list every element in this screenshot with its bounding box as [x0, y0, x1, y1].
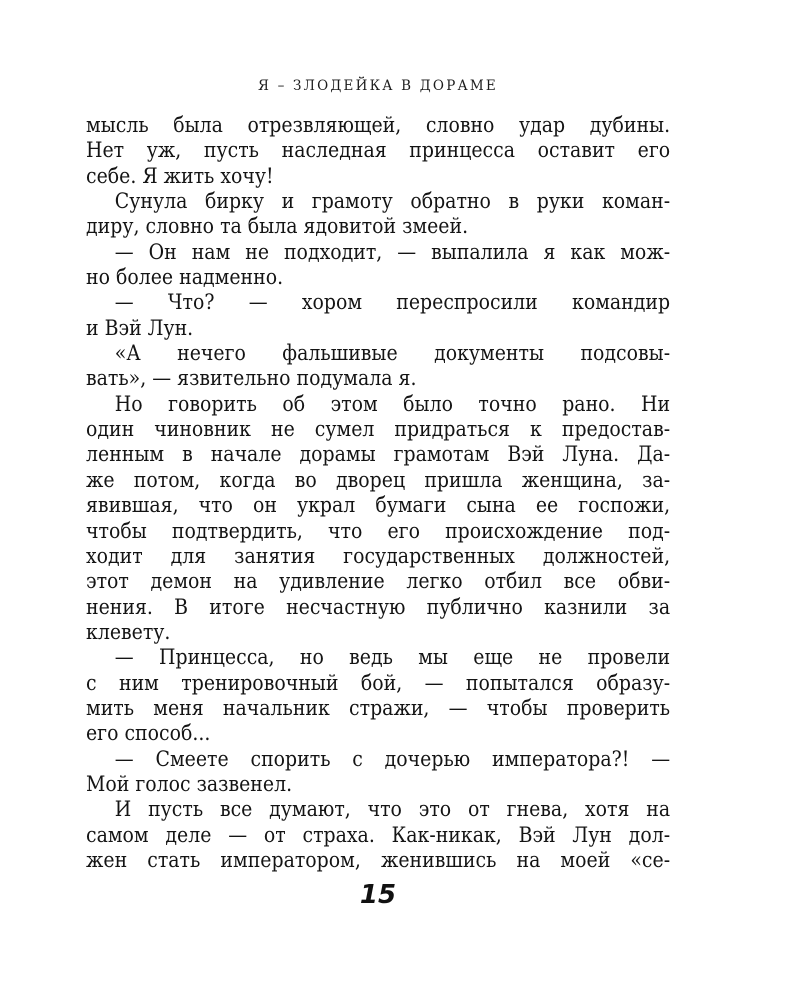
body-text — [86, 113, 670, 873]
text-line: Сунула бирку и грамоту обратно в руки коман- — [114, 189, 671, 214]
text-line: его способ... — [86, 721, 211, 746]
text-line: и Вэй Лун. — [86, 315, 194, 340]
text-line: Нет уж, пусть наследная принцесса оставит его — [86, 138, 671, 163]
text-line: чтобы подтвердить, что его происхождение под- — [86, 518, 671, 543]
text-line: с ним тренировочный бой, — попытался образу- — [86, 670, 671, 695]
text-line: но более надменно. — [86, 265, 284, 290]
running-head: Я – ЗЛОДЕЙКА В ДОРАМЕ — [258, 78, 498, 94]
text-line: себе. Я жить хочу! — [86, 163, 274, 188]
text-line: жен стать императором, женившись на моей «се- — [86, 847, 671, 872]
text-line: — Он нам не подходит, — выпалила я как мож- — [114, 239, 671, 264]
text-line: явившая, что он украл бумаги сына ее госпожи, — [86, 493, 671, 518]
text-line: диру, словно та была ядовитой змеей. — [86, 214, 469, 239]
text-line: мысль была отрезвляющей, словно удар дубины. — [86, 113, 671, 137]
text-line: «А нечего фальшивые документы подсовы- — [114, 341, 671, 366]
text-line: И пусть все думают, что это от гнева, хотя на — [114, 797, 671, 822]
text-line: вать», — язвительно подумала я. — [86, 366, 417, 391]
text-line: ходит для занятия государственных должностей, — [86, 543, 671, 568]
text-line: же потом, когда во дворец пришла женщина, за- — [86, 467, 671, 492]
text-line: — Принцесса, но ведь мы еще не провели — [114, 645, 671, 670]
text-line: клевету. — [86, 619, 171, 644]
text-line: Но говорить об этом было точно рано. Ни — [114, 391, 671, 416]
text-line: мить меня начальник стражи, — чтобы проверить — [86, 695, 671, 720]
text-line: нения. В итоге несчастную публично казнили за — [86, 594, 671, 619]
text-line: ленным в начале дорамы грамотам Вэй Луна. Да- — [86, 442, 671, 467]
text-line: Мой голос зазвенел. — [86, 771, 293, 796]
text-line: — Что? — хором переспросили командир — [114, 290, 671, 315]
text-line: — Смеете спорить с дочерью императора?! — — [114, 746, 671, 771]
page-number: 15 — [359, 880, 397, 910]
text-line: один чиновник не сумел придраться к предостав- — [86, 417, 671, 442]
text-line: самом деле — от страха. Как-никак, Вэй Лун дол- — [86, 822, 671, 847]
text-line: этот демон на удивление легко отбил все обви- — [86, 569, 671, 594]
